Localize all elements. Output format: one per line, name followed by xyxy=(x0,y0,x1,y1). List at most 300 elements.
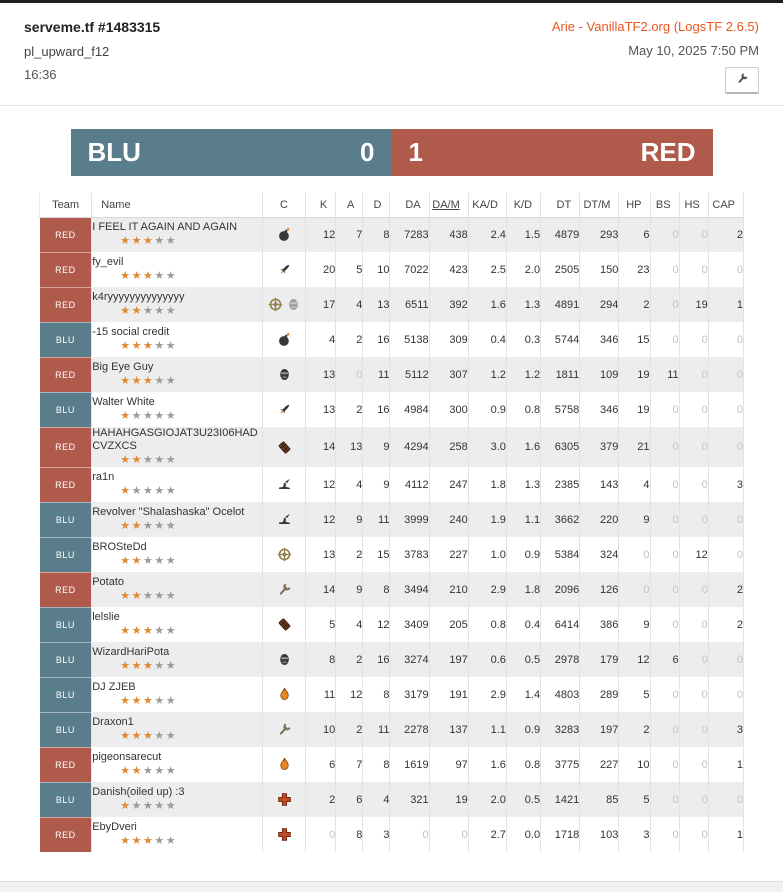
team-badge: BLU xyxy=(40,642,92,677)
star-filled-icon: ★ xyxy=(131,835,143,847)
stat-cap: 0 xyxy=(708,782,743,817)
table-row xyxy=(40,817,744,852)
stat-k-d: 1.6 xyxy=(506,427,540,467)
star-rating xyxy=(92,660,262,673)
stat-cap: 0 xyxy=(708,642,743,677)
player-name[interactable]: Big Eye Guy xyxy=(92,361,154,373)
star-filled-icon: ★ xyxy=(120,520,132,532)
star-rating xyxy=(92,454,262,467)
stat-k: 6 xyxy=(306,747,336,782)
player-name[interactable]: Danish(oiled up) :3 xyxy=(92,786,185,798)
star-empty-icon: ★ xyxy=(154,340,166,352)
column-header-hp[interactable] xyxy=(619,193,650,217)
column-header-name[interactable] xyxy=(92,193,263,217)
stat-bs: 0 xyxy=(650,322,679,357)
stat-hs: 0 xyxy=(679,467,708,502)
stat-k: 17 xyxy=(306,287,336,322)
stat-hp: 2 xyxy=(619,287,650,322)
class-cell xyxy=(262,357,305,392)
stat-hs: 0 xyxy=(679,782,708,817)
class-cell xyxy=(262,427,305,467)
star-rating xyxy=(92,305,262,318)
star-empty-icon: ★ xyxy=(154,730,166,742)
stat-cap: 0 xyxy=(708,322,743,357)
blu-team-label: BLU xyxy=(87,137,141,167)
stat-dt-m: 150 xyxy=(580,252,619,287)
column-header-da-m[interactable] xyxy=(429,193,468,217)
star-filled-icon: ★ xyxy=(131,765,143,777)
stat-hp: 9 xyxy=(619,502,650,537)
stat-hp: 19 xyxy=(619,392,650,427)
stat-cap: 2 xyxy=(708,217,743,252)
star-rating xyxy=(92,765,262,778)
stat-bs: 0 xyxy=(650,467,679,502)
stat-hs: 19 xyxy=(679,287,708,322)
column-header-bs[interactable] xyxy=(650,193,679,217)
star-empty-icon: ★ xyxy=(142,520,155,532)
stat-dt: 2978 xyxy=(541,642,580,677)
demoman-icon xyxy=(277,227,292,242)
star-empty-icon: ★ xyxy=(142,305,155,317)
stat-k: 2 xyxy=(306,782,336,817)
stat-cap: 0 xyxy=(708,252,743,287)
class-cell xyxy=(262,572,305,607)
star-empty-icon: ★ xyxy=(131,410,143,422)
star-empty-icon: ★ xyxy=(165,660,178,672)
stat-a: 4 xyxy=(336,287,363,322)
stat-a: 7 xyxy=(336,217,363,252)
player-name[interactable]: EbyDveri xyxy=(92,821,137,833)
stat-hs: 0 xyxy=(679,252,708,287)
stat-bs: 0 xyxy=(650,217,679,252)
stat-ka-d: 1.2 xyxy=(468,357,506,392)
star-filled-icon: ★ xyxy=(142,660,155,672)
stat-d: 13 xyxy=(363,287,390,322)
team-badge: RED xyxy=(40,252,92,287)
star-empty-icon: ★ xyxy=(142,590,155,602)
star-filled-icon: ★ xyxy=(120,660,132,672)
star-filled-icon: ★ xyxy=(120,555,132,567)
player-name[interactable]: I FEEL IT AGAIN AND AGAIN xyxy=(92,221,238,234)
sniper-icon xyxy=(277,547,292,562)
stat-a: 2 xyxy=(336,642,363,677)
stat-a: 2 xyxy=(336,392,363,427)
star-filled-icon: ★ xyxy=(120,235,132,248)
star-filled-icon: ★ xyxy=(131,454,143,466)
column-header-dt-m[interactable] xyxy=(580,193,619,217)
stat-ka-d: 1.6 xyxy=(468,287,506,322)
team-badge: RED xyxy=(40,217,92,252)
star-rating xyxy=(92,625,262,638)
table-row xyxy=(40,782,744,817)
stat-k: 11 xyxy=(306,677,336,712)
star-filled-icon: ★ xyxy=(120,340,132,352)
star-filled-icon: ★ xyxy=(120,695,132,707)
star-empty-icon: ★ xyxy=(165,730,178,742)
stat-hp: 5 xyxy=(619,782,650,817)
star-filled-icon: ★ xyxy=(131,270,143,282)
log-tools-button[interactable] xyxy=(725,67,759,94)
stat-bs: 0 xyxy=(650,607,679,642)
sniper-icon xyxy=(268,297,283,312)
stat-bs: 0 xyxy=(650,782,679,817)
stat-a: 2 xyxy=(336,712,363,747)
star-rating xyxy=(92,375,262,388)
column-header-team[interactable] xyxy=(40,193,92,217)
stat-k-d: 0.9 xyxy=(506,712,540,747)
stat-k: 4 xyxy=(306,322,336,357)
star-rating xyxy=(92,485,262,498)
star-rating xyxy=(92,340,262,353)
stat-dt-m: 103 xyxy=(580,817,619,852)
stat-dt-m: 289 xyxy=(580,677,619,712)
stat-a: 2 xyxy=(336,537,363,572)
stat-da: 3179 xyxy=(390,677,429,712)
scout-icon xyxy=(277,477,292,492)
stat-cap: 0 xyxy=(708,357,743,392)
player-name[interactable]: ra1n xyxy=(92,471,115,483)
star-filled-icon: ★ xyxy=(120,800,132,812)
stat-cap: 2 xyxy=(708,572,743,607)
stat-k-d: 0.8 xyxy=(506,392,540,427)
stat-k: 14 xyxy=(306,427,336,467)
star-empty-icon: ★ xyxy=(165,485,178,497)
star-filled-icon: ★ xyxy=(131,520,143,532)
class-cell xyxy=(262,217,305,252)
soldier-icon xyxy=(277,402,292,417)
stat-k-d: 1.3 xyxy=(506,467,540,502)
player-name[interactable]: Walter White xyxy=(92,396,155,408)
column-header-c[interactable] xyxy=(262,193,305,217)
stat-da: 4984 xyxy=(390,392,429,427)
stat-dt: 1421 xyxy=(541,782,580,817)
pyro-icon xyxy=(277,687,292,702)
table-header-row xyxy=(40,193,744,217)
class-cell xyxy=(262,252,305,287)
team-badge: RED xyxy=(40,747,92,782)
stat-hp: 0 xyxy=(619,537,650,572)
class-cell xyxy=(262,607,305,642)
star-filled-icon: ★ xyxy=(120,485,132,497)
stat-a: 13 xyxy=(336,427,363,467)
star-empty-icon: ★ xyxy=(165,590,178,602)
engineer-icon xyxy=(277,582,292,597)
stat-cap: 2 xyxy=(708,607,743,642)
stat-a: 9 xyxy=(336,572,363,607)
stat-ka-d: 1.0 xyxy=(468,537,506,572)
column-header-label: A xyxy=(347,198,355,211)
star-filled-icon: ★ xyxy=(120,375,132,387)
stat-dt: 3775 xyxy=(541,747,580,782)
player-name[interactable]: BROSteDd xyxy=(92,541,147,553)
class-cell xyxy=(262,782,305,817)
star-empty-icon: ★ xyxy=(154,520,166,532)
stat-k-d: 1.2 xyxy=(506,357,540,392)
stat-ka-d: 2.9 xyxy=(468,677,506,712)
engineer-icon xyxy=(277,722,292,737)
star-empty-icon: ★ xyxy=(154,835,166,847)
star-filled-icon: ★ xyxy=(142,695,155,707)
stat-da-m: 300 xyxy=(429,392,468,427)
table-row xyxy=(40,427,744,467)
stat-ka-d: 1.6 xyxy=(468,747,506,782)
stat-k-d: 0.5 xyxy=(506,642,540,677)
stat-d: 3 xyxy=(363,817,390,852)
team-badge: RED xyxy=(40,357,92,392)
star-empty-icon: ★ xyxy=(165,800,178,812)
stat-hp: 3 xyxy=(619,817,650,852)
star-rating xyxy=(92,695,262,708)
stat-ka-d: 2.0 xyxy=(468,782,506,817)
stat-d: 16 xyxy=(363,322,390,357)
column-header-d[interactable] xyxy=(363,193,390,217)
column-header-a[interactable] xyxy=(336,193,363,217)
star-filled-icon: ★ xyxy=(120,270,132,282)
column-header-label: DT/M xyxy=(583,198,611,211)
stat-dt: 3283 xyxy=(541,712,580,747)
class-cell xyxy=(262,287,305,322)
stat-bs: 0 xyxy=(650,747,679,782)
stat-da: 3409 xyxy=(390,607,429,642)
stat-dt-m: 346 xyxy=(580,392,619,427)
stat-a: 6 xyxy=(336,782,363,817)
stat-dt-m: 197 xyxy=(580,712,619,747)
stat-hp: 12 xyxy=(619,642,650,677)
player-name[interactable]: Draxon1 xyxy=(92,716,134,728)
stat-dt: 1811 xyxy=(541,357,580,392)
stat-dt: 1718 xyxy=(541,817,580,852)
stat-d: 16 xyxy=(363,392,390,427)
player-name[interactable]: -15 social credit xyxy=(92,326,170,338)
stat-bs: 0 xyxy=(650,427,679,467)
stat-cap: 0 xyxy=(708,677,743,712)
column-header-k[interactable] xyxy=(306,193,336,217)
star-empty-icon: ★ xyxy=(131,485,143,497)
star-empty-icon: ★ xyxy=(154,235,166,248)
stat-d: 16 xyxy=(363,642,390,677)
stat-da-m: 240 xyxy=(429,502,468,537)
table-row xyxy=(40,642,744,677)
stat-bs: 0 xyxy=(650,287,679,322)
stat-k: 13 xyxy=(306,537,336,572)
stat-k: 8 xyxy=(306,642,336,677)
column-header-dt[interactable] xyxy=(541,193,580,217)
stat-k: 5 xyxy=(306,607,336,642)
stat-k: 13 xyxy=(306,357,336,392)
star-filled-icon: ★ xyxy=(131,555,143,567)
stat-ka-d: 0.6 xyxy=(468,642,506,677)
stat-cap: 1 xyxy=(708,747,743,782)
table-row xyxy=(40,217,744,252)
star-empty-icon: ★ xyxy=(154,454,166,466)
stat-da-m: 97 xyxy=(429,747,468,782)
player-name[interactable]: k4ryyyyyyyyyyyyyy xyxy=(92,291,185,303)
column-header-label: KA/D xyxy=(472,198,498,211)
stat-da-m: 0 xyxy=(429,817,468,852)
stat-da-m: 423 xyxy=(429,252,468,287)
star-empty-icon: ★ xyxy=(165,835,178,847)
stat-ka-d: 1.9 xyxy=(468,502,506,537)
star-empty-icon: ★ xyxy=(165,625,178,637)
class-cell xyxy=(262,642,305,677)
stat-ka-d: 1.8 xyxy=(468,467,506,502)
stat-k-d: 2.0 xyxy=(506,252,540,287)
column-header-label: Team xyxy=(52,198,80,211)
stat-da: 3274 xyxy=(390,642,429,677)
stat-a: 7 xyxy=(336,747,363,782)
team-badge: BLU xyxy=(40,502,92,537)
scout-icon xyxy=(277,512,292,527)
stat-da: 321 xyxy=(390,782,429,817)
stat-dt: 5744 xyxy=(541,322,580,357)
column-header-cap[interactable] xyxy=(708,193,743,217)
stat-da-m: 392 xyxy=(429,287,468,322)
team-badge: BLU xyxy=(40,392,92,427)
stat-k-d: 1.1 xyxy=(506,502,540,537)
star-filled-icon: ★ xyxy=(142,235,155,248)
stat-k-d: 0.3 xyxy=(506,322,540,357)
player-name[interactable]: WizardHariPota xyxy=(92,646,170,658)
stat-dt-m: 143 xyxy=(580,467,619,502)
player-name[interactable]: DJ ZJEB xyxy=(92,681,136,693)
stat-bs: 0 xyxy=(650,572,679,607)
stat-da: 4294 xyxy=(390,427,429,467)
stat-hp: 5 xyxy=(619,677,650,712)
stat-a: 2 xyxy=(336,322,363,357)
star-empty-icon: ★ xyxy=(165,235,178,248)
blu-score-half xyxy=(71,129,392,176)
player-name[interactable]: fy_evil xyxy=(92,256,124,268)
stat-d: 4 xyxy=(363,782,390,817)
stat-hp: 23 xyxy=(619,252,650,287)
star-empty-icon: ★ xyxy=(154,590,166,602)
stat-cap: 3 xyxy=(708,712,743,747)
stat-da-m: 210 xyxy=(429,572,468,607)
stat-dt-m: 179 xyxy=(580,642,619,677)
stat-ka-d: 0.4 xyxy=(468,322,506,357)
class-cell xyxy=(262,467,305,502)
star-filled-icon: ★ xyxy=(142,375,155,387)
stat-a: 5 xyxy=(336,252,363,287)
player-name[interactable]: Revolver "Shalashaska" Ocelot xyxy=(92,506,245,518)
stat-bs: 0 xyxy=(650,817,679,852)
star-empty-icon: ★ xyxy=(131,800,143,812)
star-empty-icon: ★ xyxy=(142,485,155,497)
player-name[interactable]: HAHAHGASGIOJAT3U23I06HADCVZXCS xyxy=(92,427,258,452)
stat-cap: 0 xyxy=(708,537,743,572)
stat-d: 11 xyxy=(363,357,390,392)
team-badge: BLU xyxy=(40,322,92,357)
class-cell xyxy=(262,322,305,357)
stat-k-d: 1.4 xyxy=(506,677,540,712)
class-cell xyxy=(262,677,305,712)
stat-da-m: 258 xyxy=(429,427,468,467)
stat-dt: 6305 xyxy=(541,427,580,467)
log-date: May 10, 2025 7:50 PM xyxy=(628,43,759,58)
column-header-da[interactable] xyxy=(390,193,429,217)
table-row xyxy=(40,747,744,782)
stat-dt-m: 220 xyxy=(580,502,619,537)
stat-a: 4 xyxy=(336,607,363,642)
stat-cap: 1 xyxy=(708,287,743,322)
table-row xyxy=(40,252,744,287)
column-header-label: DA/M xyxy=(432,198,460,211)
team-badge: BLU xyxy=(40,782,92,817)
class-cell xyxy=(262,537,305,572)
stat-a: 12 xyxy=(336,677,363,712)
star-empty-icon: ★ xyxy=(154,485,166,497)
stat-da: 2278 xyxy=(390,712,429,747)
stat-d: 11 xyxy=(363,712,390,747)
stat-da-m: 438 xyxy=(429,217,468,252)
stat-bs: 0 xyxy=(650,712,679,747)
stat-da-m: 137 xyxy=(429,712,468,747)
column-header-label: HP xyxy=(626,198,642,211)
stat-a: 8 xyxy=(336,817,363,852)
stat-da: 3494 xyxy=(390,572,429,607)
stat-dt-m: 109 xyxy=(580,357,619,392)
stat-cap: 1 xyxy=(708,817,743,852)
column-header-label: BS xyxy=(655,198,671,211)
stat-k-d: 1.3 xyxy=(506,287,540,322)
star-empty-icon: ★ xyxy=(142,555,155,567)
uploader-link[interactable]: Arie - VanillaTF2.org (LogsTF 2.6.5) xyxy=(551,19,759,34)
stat-da: 6511 xyxy=(390,287,429,322)
stat-da: 5112 xyxy=(390,357,429,392)
star-filled-icon: ★ xyxy=(131,625,143,637)
stat-hs: 0 xyxy=(679,712,708,747)
stat-dt-m: 324 xyxy=(580,537,619,572)
stat-dt-m: 386 xyxy=(580,607,619,642)
star-rating xyxy=(92,410,262,423)
star-rating xyxy=(92,835,262,848)
stat-da-m: 247 xyxy=(429,467,468,502)
stat-da: 3783 xyxy=(390,537,429,572)
stat-k: 12 xyxy=(306,502,336,537)
player-name[interactable]: Potato xyxy=(92,576,125,588)
star-empty-icon: ★ xyxy=(154,410,166,422)
stat-hs: 0 xyxy=(679,572,708,607)
medic-icon xyxy=(277,827,292,842)
stat-dt: 4879 xyxy=(541,217,580,252)
star-empty-icon: ★ xyxy=(165,305,178,317)
star-empty-icon: ★ xyxy=(165,375,178,387)
star-rating xyxy=(92,590,262,603)
column-header-label: Name xyxy=(101,198,131,211)
stat-d: 12 xyxy=(363,607,390,642)
column-header-hs[interactable] xyxy=(679,193,708,217)
player-name[interactable]: lelslie xyxy=(92,611,120,623)
stat-ka-d: 0.9 xyxy=(468,392,506,427)
stat-bs: 6 xyxy=(650,642,679,677)
stat-dt: 4803 xyxy=(541,677,580,712)
log-title: serveme.tf #1483315 xyxy=(24,19,161,35)
stat-hp: 10 xyxy=(619,747,650,782)
stat-hs: 0 xyxy=(679,642,708,677)
table-row xyxy=(40,677,744,712)
column-header-k-d[interactable] xyxy=(506,193,540,217)
stat-hp: 9 xyxy=(619,607,650,642)
star-empty-icon: ★ xyxy=(165,765,178,777)
column-header-ka-d[interactable] xyxy=(468,193,506,217)
player-name[interactable]: pigeonsarecut xyxy=(92,751,162,763)
column-header-label: C xyxy=(280,198,288,211)
stat-dt: 4891 xyxy=(541,287,580,322)
medic-icon xyxy=(277,792,292,807)
stat-cap: 0 xyxy=(708,427,743,467)
stat-hs: 0 xyxy=(679,747,708,782)
stat-dt: 5384 xyxy=(541,537,580,572)
